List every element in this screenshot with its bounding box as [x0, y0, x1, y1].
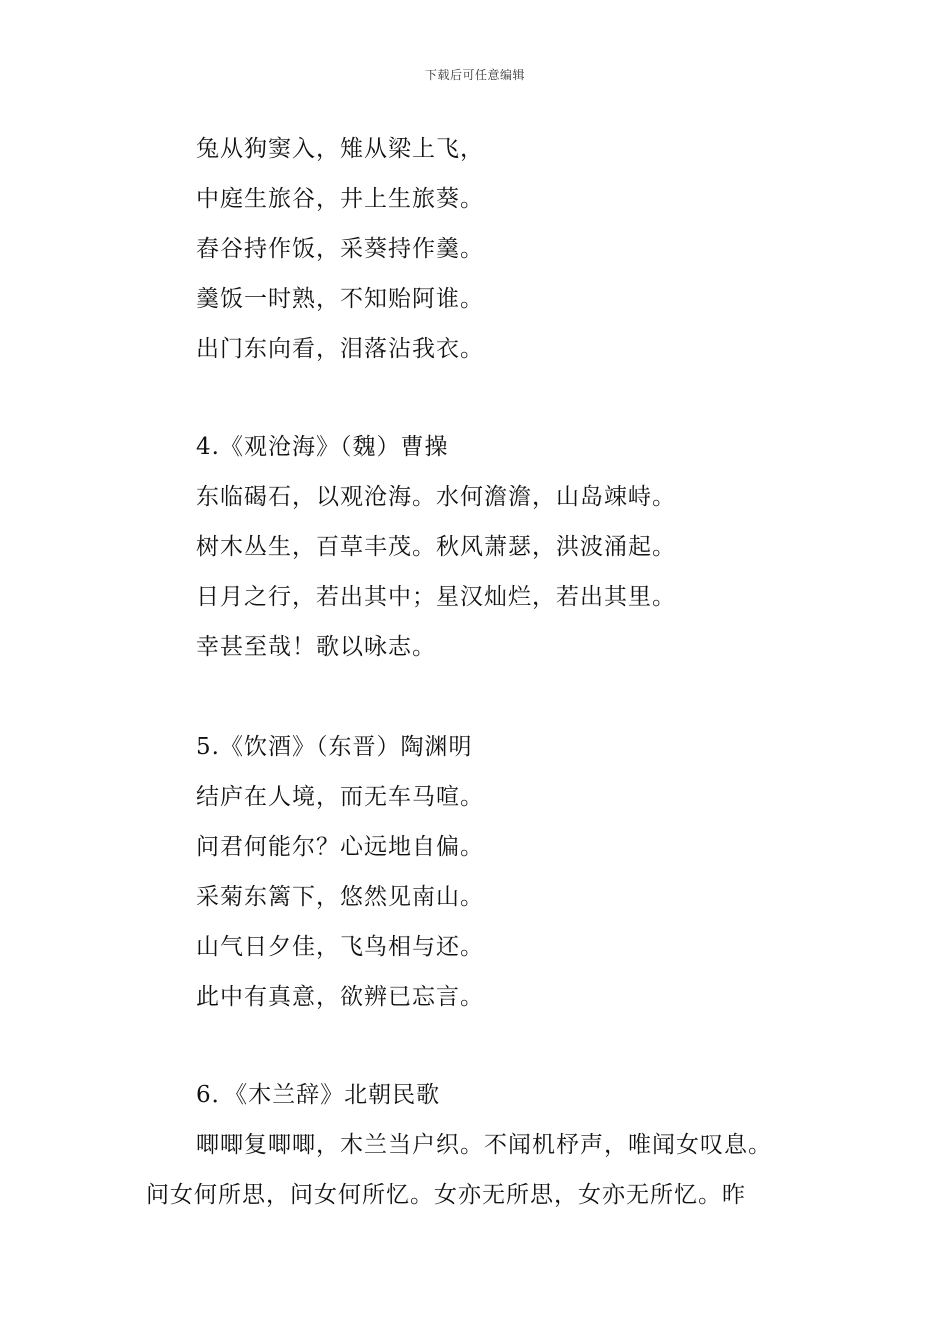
poem-title: 4.《观沧海》（魏）曹操: [196, 434, 449, 460]
poem-line: 幸甚至哉！歌以咏志。: [196, 634, 436, 660]
poem-line: 问女何所思，问女何所忆。女亦无所思，女亦无所忆。昨: [146, 1182, 746, 1208]
page-header: 下载后可任意编辑: [424, 68, 525, 82]
poem-title: 5.《饮酒》（东晋）陶渊明: [196, 734, 473, 760]
poem-line: 中庭生旅谷，井上生旅葵。: [196, 186, 484, 212]
poem-line: 日月之行，若出其中；星汉灿烂，若出其里。: [196, 584, 676, 610]
poem-line: 出门东向看，泪落沾我衣。: [196, 336, 484, 362]
poem-line: 树木丛生，百草丰茂。秋风萧瑟，洪波涌起。: [196, 534, 676, 560]
poem-line: 兔从狗窦入，雉从梁上飞，: [196, 136, 484, 162]
poem-line: 唧唧复唧唧，木兰当户织。不闻机杼声，唯闻女叹息。: [196, 1132, 772, 1158]
poem-line: 此中有真意，欲辨已忘言。: [196, 984, 484, 1010]
poem-line: 采菊东篱下，悠然见南山。: [196, 884, 484, 910]
poem-title: 6．《木兰辞》北朝民歌: [196, 1082, 441, 1108]
poem-line: 舂谷持作饭，采葵持作羹。: [196, 236, 484, 262]
poem-line: 东临碣石，以观沧海。水何澹澹，山岛竦峙。: [196, 484, 676, 510]
poem-line: 山气日夕佳，飞鸟相与还。: [196, 934, 484, 960]
poem-line: 结庐在人境，而无车马喧。: [196, 784, 484, 810]
poem-line: 问君何能尔？心远地自偏。: [196, 834, 484, 860]
poem-line: 羹饭一时熟，不知贻阿谁。: [196, 286, 484, 312]
